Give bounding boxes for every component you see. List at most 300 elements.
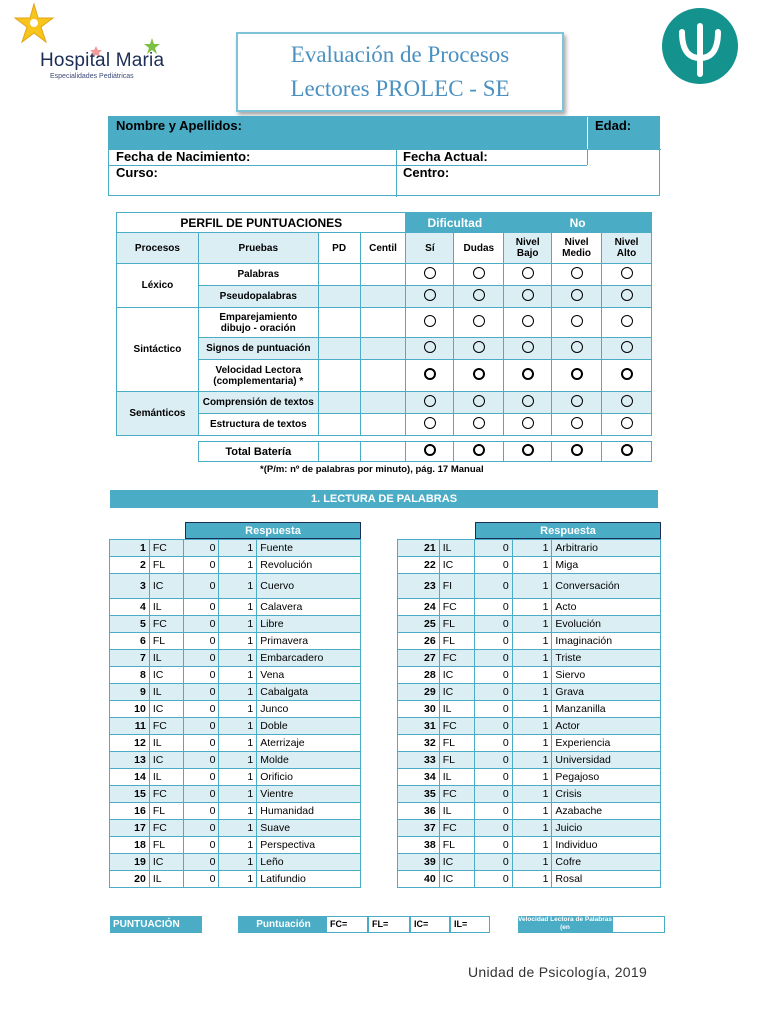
score-one[interactable]: 1 bbox=[512, 786, 552, 803]
score-zero[interactable]: 0 bbox=[475, 854, 513, 871]
option-circle[interactable] bbox=[473, 444, 485, 456]
option-circle[interactable] bbox=[571, 417, 583, 429]
col-nivel-alto: Nivel Alto bbox=[602, 233, 652, 264]
score-one[interactable]: 1 bbox=[512, 803, 552, 820]
pd-cell[interactable] bbox=[318, 392, 360, 414]
table-row bbox=[398, 684, 661, 701]
option-circle[interactable] bbox=[522, 267, 534, 279]
pr-signos: Signos de puntuación bbox=[198, 338, 318, 360]
word-text: Experiencia bbox=[552, 735, 661, 752]
centil-cell[interactable] bbox=[360, 360, 406, 392]
col-centil: Centil bbox=[360, 233, 406, 264]
centil-cell[interactable] bbox=[360, 308, 406, 338]
word-text: Cuervo bbox=[257, 574, 361, 599]
psi-logo bbox=[662, 8, 738, 84]
option-circle[interactable] bbox=[473, 368, 485, 380]
table-row bbox=[110, 752, 361, 769]
table-row bbox=[398, 599, 661, 616]
word-type: FC bbox=[439, 718, 474, 735]
word-type: FL bbox=[149, 633, 183, 650]
score-one[interactable]: 1 bbox=[512, 633, 552, 650]
word-type: FL bbox=[439, 837, 474, 854]
option-circle[interactable] bbox=[571, 395, 583, 407]
table-row bbox=[398, 574, 661, 599]
score-zero[interactable]: 0 bbox=[183, 871, 219, 888]
score-zero[interactable]: 0 bbox=[475, 803, 513, 820]
word-type: IC bbox=[439, 667, 474, 684]
pd-cell[interactable] bbox=[318, 264, 360, 286]
score-one[interactable]: 1 bbox=[512, 735, 552, 752]
word-number: 35 bbox=[398, 786, 440, 803]
score-one[interactable]: 1 bbox=[512, 667, 552, 684]
pr-pseudopalabras: Pseudopalabras bbox=[198, 286, 318, 308]
word-text: Primavera bbox=[257, 633, 361, 650]
score-one[interactable]: 1 bbox=[219, 701, 257, 718]
score-zero[interactable]: 0 bbox=[475, 650, 513, 667]
respuesta-header-left: Respuesta bbox=[185, 522, 361, 539]
option-circle[interactable] bbox=[522, 289, 534, 301]
score-one[interactable]: 1 bbox=[219, 735, 257, 752]
word-number: 5 bbox=[110, 616, 150, 633]
option-circle[interactable] bbox=[424, 368, 436, 380]
score-one[interactable]: 1 bbox=[512, 820, 552, 837]
option-circle[interactable] bbox=[621, 368, 633, 380]
word-text: Leño bbox=[257, 854, 361, 871]
word-text: Vena bbox=[257, 667, 361, 684]
score-zero[interactable]: 0 bbox=[183, 633, 219, 650]
pd-cell[interactable] bbox=[318, 338, 360, 360]
score-zero[interactable]: 0 bbox=[475, 701, 513, 718]
table-row bbox=[398, 803, 661, 820]
table-row bbox=[110, 786, 361, 803]
ic-score[interactable]: IC= bbox=[410, 916, 450, 933]
word-text: Crisis bbox=[552, 786, 661, 803]
word-type: FC bbox=[149, 820, 183, 837]
table-row bbox=[398, 837, 661, 854]
option-circle[interactable] bbox=[522, 417, 534, 429]
word-type: IL bbox=[149, 599, 183, 616]
word-number: 38 bbox=[398, 837, 440, 854]
current-date-label: Fecha Actual: bbox=[403, 149, 488, 164]
name-label: Nombre y Apellidos: bbox=[116, 118, 242, 133]
option-circle[interactable] bbox=[424, 341, 436, 353]
option-circle[interactable] bbox=[522, 395, 534, 407]
score-one[interactable]: 1 bbox=[512, 854, 552, 871]
table-row bbox=[398, 820, 661, 837]
word-text: Grava bbox=[552, 684, 661, 701]
puntuacion-label: PUNTUACIÓN bbox=[110, 916, 202, 933]
score-one[interactable]: 1 bbox=[512, 574, 552, 599]
score-one[interactable]: 1 bbox=[219, 854, 257, 871]
score-zero[interactable]: 0 bbox=[183, 557, 219, 574]
word-number: 2 bbox=[110, 557, 150, 574]
proc-lexico: Léxico bbox=[117, 264, 199, 308]
score-zero[interactable]: 0 bbox=[183, 599, 219, 616]
table-row bbox=[398, 616, 661, 633]
centil-cell[interactable] bbox=[360, 414, 406, 436]
score-zero[interactable]: 0 bbox=[183, 735, 219, 752]
word-type: FC bbox=[149, 616, 183, 633]
option-circle[interactable] bbox=[571, 315, 583, 327]
word-text: Junco bbox=[257, 701, 361, 718]
word-type: IL bbox=[149, 769, 183, 786]
word-number: 10 bbox=[110, 701, 150, 718]
score-zero[interactable]: 0 bbox=[475, 616, 513, 633]
table-row bbox=[110, 574, 361, 599]
score-zero[interactable]: 0 bbox=[475, 667, 513, 684]
word-text: Libre bbox=[257, 616, 361, 633]
score-zero[interactable]: 0 bbox=[183, 820, 219, 837]
centil-cell[interactable] bbox=[360, 338, 406, 360]
option-circle[interactable] bbox=[571, 267, 583, 279]
word-text: Vientre bbox=[257, 786, 361, 803]
word-type: IL bbox=[149, 871, 183, 888]
pd-cell[interactable] bbox=[318, 360, 360, 392]
option-circle[interactable] bbox=[522, 341, 534, 353]
word-text: Miga bbox=[552, 557, 661, 574]
score-zero[interactable]: 0 bbox=[183, 803, 219, 820]
score-one[interactable]: 1 bbox=[219, 786, 257, 803]
word-number: 23 bbox=[398, 574, 440, 599]
age-label: Edad: bbox=[595, 118, 632, 133]
score-one[interactable]: 1 bbox=[219, 803, 257, 820]
score-one[interactable]: 1 bbox=[219, 820, 257, 837]
word-number: 7 bbox=[110, 650, 150, 667]
section-title: 1. LECTURA DE PALABRAS bbox=[110, 490, 658, 508]
option-circle[interactable] bbox=[571, 341, 583, 353]
word-number: 31 bbox=[398, 718, 440, 735]
score-zero[interactable]: 0 bbox=[183, 701, 219, 718]
title-box bbox=[236, 32, 564, 112]
option-circle[interactable] bbox=[424, 267, 436, 279]
option-circle[interactable] bbox=[473, 417, 485, 429]
score-zero[interactable]: 0 bbox=[475, 769, 513, 786]
option-circle[interactable] bbox=[571, 289, 583, 301]
word-type: IC bbox=[149, 574, 183, 599]
word-text: Calavera bbox=[257, 599, 361, 616]
option-circle[interactable] bbox=[621, 289, 633, 301]
col-pd: PD bbox=[318, 233, 360, 264]
fl-score[interactable]: FL= bbox=[368, 916, 410, 933]
table-row bbox=[398, 718, 661, 735]
word-type: IL bbox=[149, 684, 183, 701]
respuesta-header-right: Respuesta bbox=[475, 522, 661, 539]
score-zero[interactable]: 0 bbox=[475, 837, 513, 854]
score-one[interactable]: 1 bbox=[512, 599, 552, 616]
option-circle[interactable] bbox=[473, 289, 485, 301]
word-text: Doble bbox=[257, 718, 361, 735]
score-zero[interactable]: 0 bbox=[475, 540, 513, 557]
score-zero[interactable]: 0 bbox=[475, 557, 513, 574]
word-type: IL bbox=[439, 769, 474, 786]
birth-date-label: Fecha de Nacimiento: bbox=[116, 149, 251, 164]
table-row bbox=[110, 701, 361, 718]
score-one[interactable]: 1 bbox=[512, 650, 552, 667]
score-zero[interactable]: 0 bbox=[183, 667, 219, 684]
word-number: 12 bbox=[110, 735, 150, 752]
word-number: 8 bbox=[110, 667, 150, 684]
option-circle[interactable] bbox=[571, 368, 583, 380]
table-row bbox=[110, 599, 361, 616]
score-zero[interactable]: 0 bbox=[183, 718, 219, 735]
score-one[interactable]: 1 bbox=[219, 837, 257, 854]
option-circle[interactable] bbox=[473, 267, 485, 279]
word-text: Evolución bbox=[552, 616, 661, 633]
score-one[interactable]: 1 bbox=[512, 616, 552, 633]
table-row bbox=[398, 557, 661, 574]
word-type: IC bbox=[149, 854, 183, 871]
score-one[interactable]: 1 bbox=[219, 540, 257, 557]
word-text: Rosal bbox=[552, 871, 661, 888]
word-number: 16 bbox=[110, 803, 150, 820]
word-type: FC bbox=[149, 718, 183, 735]
centil-cell[interactable] bbox=[360, 264, 406, 286]
word-type: FC bbox=[439, 599, 474, 616]
score-one[interactable]: 1 bbox=[512, 769, 552, 786]
score-zero[interactable]: 0 bbox=[183, 854, 219, 871]
velocidad-value[interactable] bbox=[612, 916, 665, 933]
word-number: 24 bbox=[398, 599, 440, 616]
word-text: Revolución bbox=[257, 557, 361, 574]
il-score[interactable]: IL= bbox=[450, 916, 490, 933]
table-row bbox=[110, 540, 361, 557]
word-number: 28 bbox=[398, 667, 440, 684]
option-circle[interactable] bbox=[571, 444, 583, 456]
word-number: 25 bbox=[398, 616, 440, 633]
score-zero[interactable]: 0 bbox=[475, 718, 513, 735]
word-type: IL bbox=[439, 701, 474, 718]
word-type: FL bbox=[149, 837, 183, 854]
score-one[interactable]: 1 bbox=[219, 599, 257, 616]
logo-name: Hospital Maria bbox=[40, 50, 165, 71]
table-row bbox=[110, 735, 361, 752]
word-text: Cabalgata bbox=[257, 684, 361, 701]
table-row bbox=[398, 701, 661, 718]
profile-table bbox=[116, 212, 652, 462]
word-text: Latifundio bbox=[257, 871, 361, 888]
personal-info-table bbox=[108, 116, 660, 196]
table-row bbox=[398, 769, 661, 786]
score-one[interactable]: 1 bbox=[219, 871, 257, 888]
word-type: IL bbox=[149, 735, 183, 752]
option-circle[interactable] bbox=[473, 341, 485, 353]
col-procesos: Procesos bbox=[117, 233, 199, 264]
word-number: 20 bbox=[110, 871, 150, 888]
word-type: FC bbox=[439, 650, 474, 667]
word-text: Acto bbox=[552, 599, 661, 616]
word-type: IC bbox=[149, 701, 183, 718]
option-circle[interactable] bbox=[621, 341, 633, 353]
word-number: 18 bbox=[110, 837, 150, 854]
word-text: Perspectiva bbox=[257, 837, 361, 854]
word-number: 39 bbox=[398, 854, 440, 871]
score-one[interactable]: 1 bbox=[512, 540, 552, 557]
word-number: 30 bbox=[398, 701, 440, 718]
velocidad-label: Velocidad Lectora de Palabras (en bbox=[518, 916, 612, 931]
word-number: 15 bbox=[110, 786, 150, 803]
score-zero[interactable]: 0 bbox=[475, 599, 513, 616]
proc-semanticos: Semánticos bbox=[117, 392, 199, 436]
score-zero[interactable]: 0 bbox=[475, 633, 513, 650]
score-zero[interactable]: 0 bbox=[183, 540, 219, 557]
score-one[interactable]: 1 bbox=[219, 684, 257, 701]
option-circle[interactable] bbox=[424, 315, 436, 327]
option-circle[interactable] bbox=[621, 417, 633, 429]
table-row bbox=[398, 633, 661, 650]
word-text: Embarcadero bbox=[257, 650, 361, 667]
word-number: 37 bbox=[398, 820, 440, 837]
centil-cell[interactable] bbox=[360, 286, 406, 308]
word-text: Individuo bbox=[552, 837, 661, 854]
col-pruebas: Pruebas bbox=[198, 233, 318, 264]
word-number: 17 bbox=[110, 820, 150, 837]
word-number: 36 bbox=[398, 803, 440, 820]
score-one[interactable]: 1 bbox=[219, 650, 257, 667]
score-one[interactable]: 1 bbox=[512, 752, 552, 769]
score-one[interactable]: 1 bbox=[219, 616, 257, 633]
table-row bbox=[398, 540, 661, 557]
col-nivel-bajo: Nivel Bajo bbox=[504, 233, 552, 264]
word-number: 6 bbox=[110, 633, 150, 650]
option-circle[interactable] bbox=[424, 444, 436, 456]
word-type: IL bbox=[149, 650, 183, 667]
option-circle[interactable] bbox=[522, 368, 534, 380]
score-zero[interactable]: 0 bbox=[475, 574, 513, 599]
footnote: *(P/m: nº de palabras por minuto), pág. 17 Manual bbox=[260, 464, 484, 475]
word-number: 27 bbox=[398, 650, 440, 667]
hospital-logo bbox=[10, 2, 170, 86]
word-text: Triste bbox=[552, 650, 661, 667]
score-zero[interactable]: 0 bbox=[475, 752, 513, 769]
word-text: Actor bbox=[552, 718, 661, 735]
word-text: Manzanilla bbox=[552, 701, 661, 718]
word-number: 29 bbox=[398, 684, 440, 701]
score-zero[interactable]: 0 bbox=[183, 616, 219, 633]
word-type: IC bbox=[149, 752, 183, 769]
table-row bbox=[110, 633, 361, 650]
score-one[interactable]: 1 bbox=[512, 684, 552, 701]
score-zero[interactable]: 0 bbox=[183, 752, 219, 769]
word-type: FL bbox=[149, 803, 183, 820]
word-number: 13 bbox=[110, 752, 150, 769]
score-one[interactable]: 1 bbox=[512, 557, 552, 574]
score-zero[interactable]: 0 bbox=[475, 786, 513, 803]
table-row bbox=[398, 752, 661, 769]
score-zero[interactable]: 0 bbox=[183, 684, 219, 701]
option-circle[interactable] bbox=[424, 289, 436, 301]
score-zero[interactable]: 0 bbox=[183, 837, 219, 854]
table-row bbox=[110, 616, 361, 633]
word-type: IC bbox=[439, 871, 474, 888]
word-number: 3 bbox=[110, 574, 150, 599]
score-zero[interactable]: 0 bbox=[183, 650, 219, 667]
option-circle[interactable] bbox=[522, 315, 534, 327]
score-one[interactable]: 1 bbox=[219, 574, 257, 599]
centil-cell[interactable] bbox=[360, 392, 406, 414]
word-type: IC bbox=[149, 667, 183, 684]
word-text: Universidad bbox=[552, 752, 661, 769]
pd-cell[interactable] bbox=[318, 442, 360, 462]
word-type: FC bbox=[149, 540, 183, 557]
score-one[interactable]: 1 bbox=[512, 701, 552, 718]
word-number: 1 bbox=[110, 540, 150, 557]
pd-cell[interactable] bbox=[318, 308, 360, 338]
score-zero[interactable]: 0 bbox=[475, 684, 513, 701]
fc-score[interactable]: FC= bbox=[326, 916, 368, 933]
score-one[interactable]: 1 bbox=[219, 752, 257, 769]
option-circle[interactable] bbox=[621, 267, 633, 279]
option-circle[interactable] bbox=[621, 315, 633, 327]
word-number: 19 bbox=[110, 854, 150, 871]
word-number: 4 bbox=[110, 599, 150, 616]
word-text: Arbitrario bbox=[552, 540, 661, 557]
course-label: Curso: bbox=[116, 165, 158, 180]
score-zero[interactable]: 0 bbox=[183, 786, 219, 803]
score-one[interactable]: 1 bbox=[219, 667, 257, 684]
pd-cell[interactable] bbox=[318, 414, 360, 436]
word-number: 33 bbox=[398, 752, 440, 769]
score-zero[interactable]: 0 bbox=[475, 820, 513, 837]
word-type: FL bbox=[439, 633, 474, 650]
word-type: FL bbox=[439, 616, 474, 633]
word-type: IL bbox=[439, 540, 474, 557]
option-circle[interactable] bbox=[424, 417, 436, 429]
score-zero[interactable]: 0 bbox=[183, 769, 219, 786]
score-one[interactable]: 1 bbox=[512, 718, 552, 735]
table-row bbox=[398, 735, 661, 752]
table-row bbox=[398, 786, 661, 803]
score-one[interactable]: 1 bbox=[512, 837, 552, 854]
option-circle[interactable] bbox=[424, 395, 436, 407]
word-text: Orificio bbox=[257, 769, 361, 786]
score-one[interactable]: 1 bbox=[219, 769, 257, 786]
centil-cell[interactable] bbox=[360, 442, 406, 462]
proc-sintactico: Sintáctico bbox=[117, 308, 199, 392]
score-zero[interactable]: 0 bbox=[183, 574, 219, 599]
word-number: 11 bbox=[110, 718, 150, 735]
word-number: 40 bbox=[398, 871, 440, 888]
word-type: IC bbox=[439, 854, 474, 871]
word-type: FL bbox=[149, 557, 183, 574]
score-one[interactable]: 1 bbox=[219, 633, 257, 650]
score-one[interactable]: 1 bbox=[219, 557, 257, 574]
table-row bbox=[110, 803, 361, 820]
table-row bbox=[110, 769, 361, 786]
psi-icon bbox=[662, 8, 738, 84]
option-circle[interactable] bbox=[473, 315, 485, 327]
table-row bbox=[398, 871, 661, 888]
pd-cell[interactable] bbox=[318, 286, 360, 308]
word-text: Suave bbox=[257, 820, 361, 837]
word-text: Pegajoso bbox=[552, 769, 661, 786]
word-text: Aterrizaje bbox=[257, 735, 361, 752]
option-circle[interactable] bbox=[522, 444, 534, 456]
score-one[interactable]: 1 bbox=[219, 718, 257, 735]
dificultad-header: Dificultad bbox=[406, 213, 504, 233]
option-circle[interactable] bbox=[621, 444, 633, 456]
word-type: FI bbox=[439, 574, 474, 599]
table-row bbox=[110, 837, 361, 854]
score-zero[interactable]: 0 bbox=[475, 735, 513, 752]
score-zero[interactable]: 0 bbox=[475, 871, 513, 888]
word-text: Humanidad bbox=[257, 803, 361, 820]
score-one[interactable]: 1 bbox=[512, 871, 552, 888]
option-circle[interactable] bbox=[473, 395, 485, 407]
word-type: FC bbox=[439, 820, 474, 837]
table-row bbox=[110, 667, 361, 684]
option-circle[interactable] bbox=[621, 395, 633, 407]
word-number: 32 bbox=[398, 735, 440, 752]
